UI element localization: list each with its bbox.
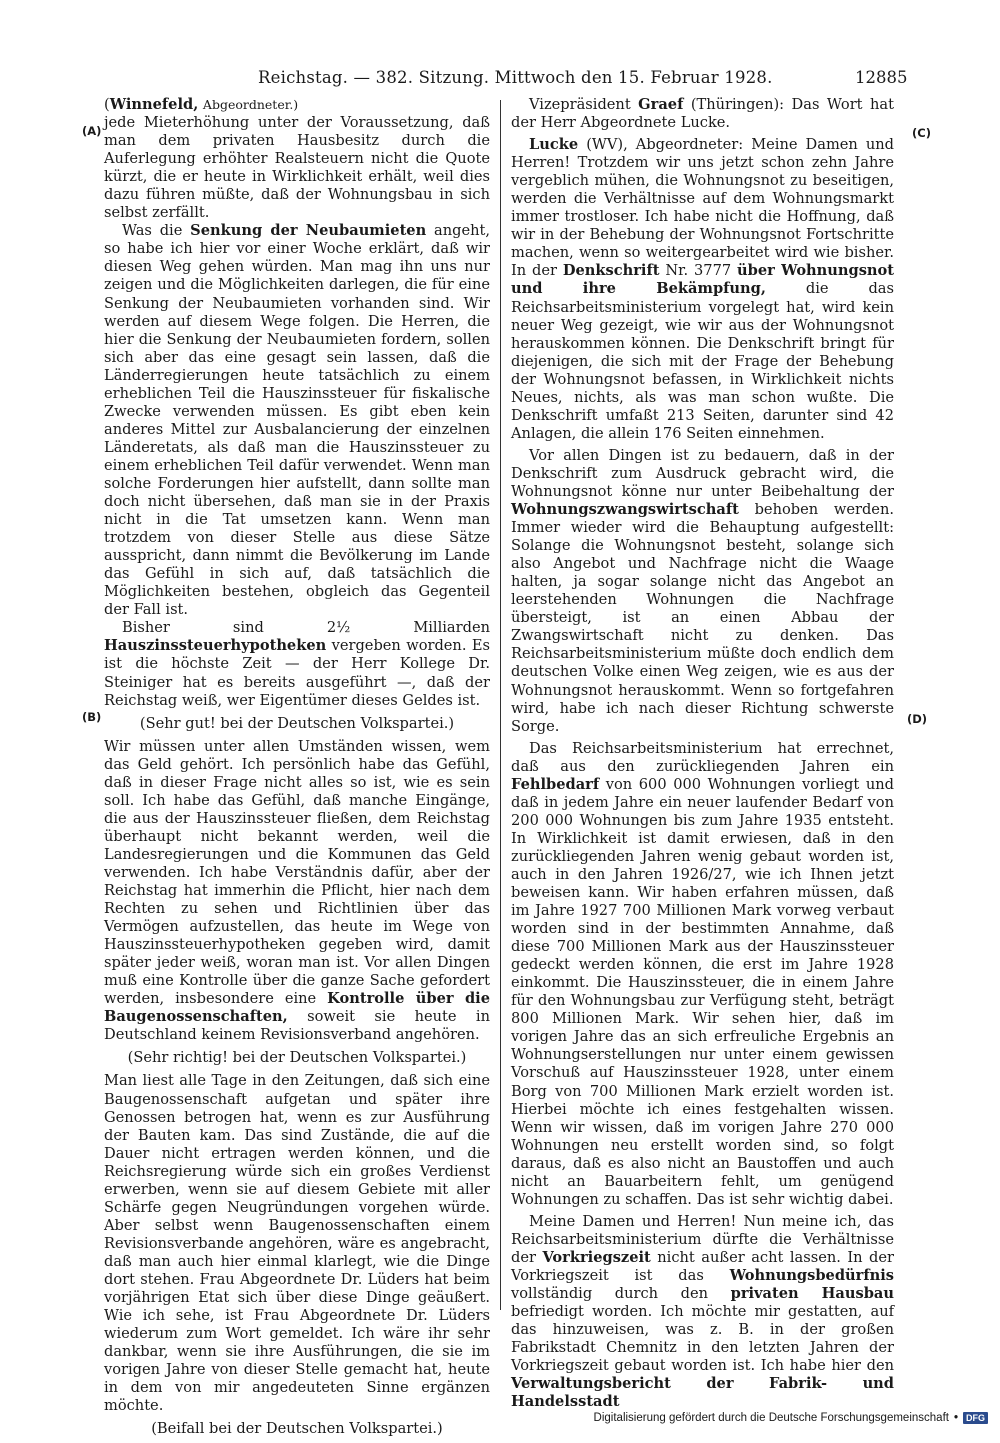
column-divider [500, 100, 501, 1310]
emphasis-vorkriegszeit: Vorkriegszeit [542, 1248, 651, 1266]
paragraph-5: Man liest alle Tage in den Zeitungen, daß sich eine Baugenossenschaft aufgetan und später ihre Genossen betrogen hat, wenn es zur Ausführung der Bauten kam. Das sind Zustände, die auf die Dauer nicht ertragen werden können, und die Reichsregierung würde sich ein großes Verdienst erwerben, wenn sie auf diesem Gebiete mit aller Schärfe gegen Neugründungen vorgehen würde. Aber selbst wenn Baugenossenschaften einem Revisionsverbande angehören, wäre es angebracht, daß man auch hier einmal klarlegt, wie die Dinge dort stehen. Frau Abgeordnete Dr. Lüders hat beim vorjährigen Etat sich über diese Dinge geäußert. Wie ich sehe, ist Frau Abgeordnete Dr. Lüders wiederum zum Wort gemeldet. Ich wäre ihr sehr dankbar, wenn sie ihre Ausführungen, die sie im vorigen Jahre von dieser Stelle gemacht hat, heute in dem von mir angedeuteten Sinne ergänzen möchte. [104, 1072, 490, 1415]
text-span: (WV), Abgeordneter: Meine Damen und Herren! Trotzdem wir uns jetzt schon zehn Jahre vergeblich mühen, die Wohnungsnot zu beseitigen, werden die Verhältnisse auf dem Wohnungsmarkt immer trostloser. Ich habe nicht die Hoffnung, daß wir in der Behebung der Wohnungsnot Fortschritte machen, wenn so weitergearbeitet wird wie bisher. In der [511, 136, 894, 280]
emphasis-wohnungsnot: über Wohnungsnot und ihre Bekämpfung, [511, 262, 895, 298]
margin-mark-a: (A) [82, 124, 102, 138]
text-span: Vor allen Dingen ist zu bedauern, daß in der Denkschrift zum Ausdruck gebracht wird, die Wohnungsnot könne nur unter Beibehaltung der [511, 446, 894, 500]
paragraph-4 [104, 738, 490, 1045]
page-header: Reichstag. — 382. Sitzung. Mittwoch den 15. Februar 1928. [258, 68, 773, 87]
text-span: Vizepräsident [529, 96, 639, 113]
interjection-1: (Sehr gut! bei der Deutschen Volkspartei.) [139, 714, 455, 732]
text-span: Nr. 3777 [659, 262, 738, 280]
speaker-graef: Graef [638, 96, 684, 113]
emphasis-senkung: Senkung der Neubaumieten [190, 222, 427, 240]
paragraph-r3 [511, 740, 894, 1209]
vicepresident-paragraph [511, 96, 894, 132]
lucke-paragraph [511, 136, 894, 443]
right-column [511, 96, 894, 1411]
paragraph-r2 [511, 447, 894, 736]
text-span: Wir müssen unter allen Umständen wissen, wem das Geld gehört. Ich persönlich habe das Gefühl, daß in dieser Frage nicht alles so ist, wie es sein soll. Ich habe das Gefühl, daß manche Eingänge, die aus der Hauszinssteuer fließen, dem Reichstag überhaupt nicht bekannt werden, weil die Landesregierungen und die Kommunen das Geld verwenden. Ich habe Verständnis dafür, aber der Reichstag hat immerhin die Pflicht, hier nach dem Rechten zu sehen und Richtlinien über das Vermögen aufzustellen, das heute im Wege von Hauszinssteuerhypotheken gegeben wird, damit später jeder weiß, woran man ist. Vor allen Dingen muß eine Kontrolle über die ganze Sache gefordert werden, insbesondere eine [104, 737, 490, 1008]
text-span: (Thüringen): Das Wort hat der Herr Abgeordnete Lucke. [511, 96, 894, 132]
margin-mark-b: (B) [82, 710, 102, 724]
speaker-name: Winnefeld, [109, 96, 199, 113]
page-number: 12885 [855, 68, 908, 87]
emphasis-hauszinssteuerhypotheken: Hauszinssteuerhypotheken [104, 637, 327, 655]
digitization-footer [594, 1412, 988, 1424]
footer-text: Digitalisierung gefördert durch die Deutsche Forschungsgemeinschaft [593, 1412, 949, 1424]
footer-separator: • [953, 1412, 958, 1424]
text-span: vergeben worden. Es ist die höchste Zeit — der Herr Kollege Dr. Steiniger hat es bereits ausgeführt —, daß der Reichstag weiß, wer Eigentümer dieses Geldes ist. [104, 637, 490, 709]
interjection-2: (Sehr richtig! bei der Deutschen Volkspartei.) [127, 1049, 467, 1067]
margin-mark-c: (C) [912, 126, 931, 140]
paragraph-r4 [511, 1213, 894, 1412]
emphasis-fehlbedarf: Fehlbedarf [511, 775, 600, 793]
left-column [104, 96, 490, 1443]
text-span: soweit sie heute in Deutschland keinem Revisionsverband angehören. [104, 1008, 490, 1044]
emphasis-verwaltungsbericht: Verwaltungsbericht der Fabrik- und Handelsstadt [511, 1375, 894, 1411]
text-span: befriedigt worden. Ich möchte mir gestatten, auf das hinzuweisen, was z. B. in der großen Fabrikstadt Chemnitz in den letzten Jahren der Vorkriegszeit gebaut worden ist. Ich habe hier den [511, 1303, 894, 1375]
speaker-lucke: Lucke [529, 136, 579, 154]
paragraph-3 [104, 619, 490, 709]
emphasis-wohnungsbeduerfnis: Wohnungsbedürfnis [729, 1267, 894, 1284]
emphasis-denkschrift: Denkschrift [562, 262, 660, 280]
paragraph-1: jede Mieterhöhung unter der Voraussetzung, daß man dem privaten Hausbesitz durch die Auferlegung erhöhter Realsteuern nicht die Quote kürzt, die er heute in Wirklichkeit erhält, weil dies dazu führen müßte, daß der Wohnungsbau in sich selbst zerfällt. [104, 114, 490, 222]
emphasis-zwangswirtschaft: Wohnungszwangswirtschaft [511, 501, 739, 519]
text-span: nicht außer acht lassen. In der Vorkriegszeit ist das [511, 1248, 894, 1284]
margin-mark-d: (D) [907, 712, 928, 726]
emphasis-privater-hausbau: privaten Hausbau [730, 1285, 894, 1303]
paragraph-2 [104, 222, 490, 619]
text-span: von 600 000 Wohnungen vorliegt und daß in jedem Jahre ein neuer laufender Bedarf von 200 000 Wohnungen bis zum Jahre 1935 entsteht. In Wirklichkeit ist damit erwiesen, daß in den zurückliegenden Jahren wenig gebaut worden ist, auch in den Jahren 1926/27, wie ich Ihnen jetzt beweisen kann. Wir haben erfahren müssen, daß im Jahre 1927 700 Millionen Mark vorweg verbaut worden sind in der bestimmten Annahme, daß diese 700 Millionen Mark aus der Hauszinssteuer gedeckt werden können, die erst im Jahre 1928 einkommt. Die Hauszinssteuer, die in einem Jahre für den Wohnungsbau zur Verfügung steht, beträgt 800 Millionen Mark. Wir sehen hier, daß im vorigen Jahre das an sich erfreuliche Ergebnis an Wohnungserstellungen nur unter einem gewissen Vorschuß auf Hauszinssteuer 1928, unter einem Borg von 700 Millionen Mark erzielt worden ist. Hierbei möchte ich eines festgehalten wissen. Wenn wir wissen, daß im vorigen Jahre 270 000 Wohnungen neu erstellt worden sind, so folgt daraus, daß es also nicht an Baustoffen und auch nicht an Bauarbeitern fehlt, um genügend Wohnungen zu schaffen. Das ist sehr wichtig dabei. [511, 775, 894, 1208]
text-span: die das Reichsarbeitsministerium vorgelegt hat, wird kein neuer Weg gezeigt, wie wir aus der Wohnungsnot herauskommen können. Die Denkschrift bringt für diejenigen, die sich mit der Frage der Behebung der Wohnungsnot befassen, in Wirklichkeit nichts Neues, nichts, als was man schon wußte. Die Denkschrift umfaßt 213 Seiten, darunter sind 42 Anlagen, die allein 176 Seiten einnehmen. [511, 280, 894, 442]
text-span: Was die [122, 222, 191, 240]
text-span: Bisher sind 2½ Milliarden [122, 619, 490, 637]
text-span: behoben werden. Immer wieder wird die Behauptung aufgestellt: Solange die Wohnungsnot besteht, solange sich also Angebot und Nachfrage nicht die Waage halten, ja sogar solange nicht das Angebot an leerstehenden Wohnungen die Nachfrage übersteigt, ist an einen Abbau der Zwangswirtschaft nicht zu denken. Das Reichsarbeitsministerium müßte doch endlich dem deutschen Volke einen Weg zeigen, wie es aus der Wohnungsnot herauskommt. Wenn so fortgefahren wird, habe ich nach dieser Richtung schwerste Sorge. [511, 501, 894, 735]
interjection-3: (Beifall bei der Deutschen Volkspartei.) [151, 1420, 443, 1438]
text-span: Meine Damen und Herren! Nun meine ich, das Reichsarbeitsministerium dürfte die Verhältnisse der [511, 1212, 894, 1266]
dfg-logo: DFG [963, 1412, 988, 1424]
text-span: Das Reichsarbeitsministerium hat errechnet, daß aus den zurückliegenden Jahren ein [511, 739, 894, 775]
speaker-role: Abgeordneter.) [202, 97, 299, 112]
text-span: angeht, so habe ich hier vor einer Woche erklärt, daß wir diesen Weg gehen würden. Man mag ihn uns nur zeigen und die Möglichkeiten darlegen, die für eine Senkung der Neubaumieten vorhanden sind. Wir werden auf diesem Wege folgen. Die Herren, die hier die Senkung der Neubaumieten fordern, sollen sich aber das eine gesagt sein lassen, daß die Länderregierungen heute tatsächlich zu einem erheblichen Teil die Hauszinssteuer für fiskalische Zwecke verwenden müssen. Es gibt eben kein anderes Mittel zur Ausbalancierung der einzelnen Länderetats, als daß man die Hauszinssteuer zu einem erheblichen Teil dafür verwendet. Wenn man solche Forderungen hier aufstellt, dann sollte man doch nicht übersehen, daß man sie in der Praxis nicht in die Tat umsetzen kann. Wenn man trotzdem von dieser Stelle aus diese Sätze ausspricht, dann nimmt die Bevölkerung im Lande das Gefühl in sich auf, daß tatsächlich die Möglichkeiten bestehen, obgleich das Gegenteil der Fall ist. [104, 222, 490, 619]
speaker-line: (Winnefeld, Abgeordneter.) [104, 96, 299, 113]
text-span: vollständig durch den [511, 1285, 731, 1303]
emphasis-kontrolle: Kontrolle über die Baugenossenschaften, [104, 990, 490, 1026]
